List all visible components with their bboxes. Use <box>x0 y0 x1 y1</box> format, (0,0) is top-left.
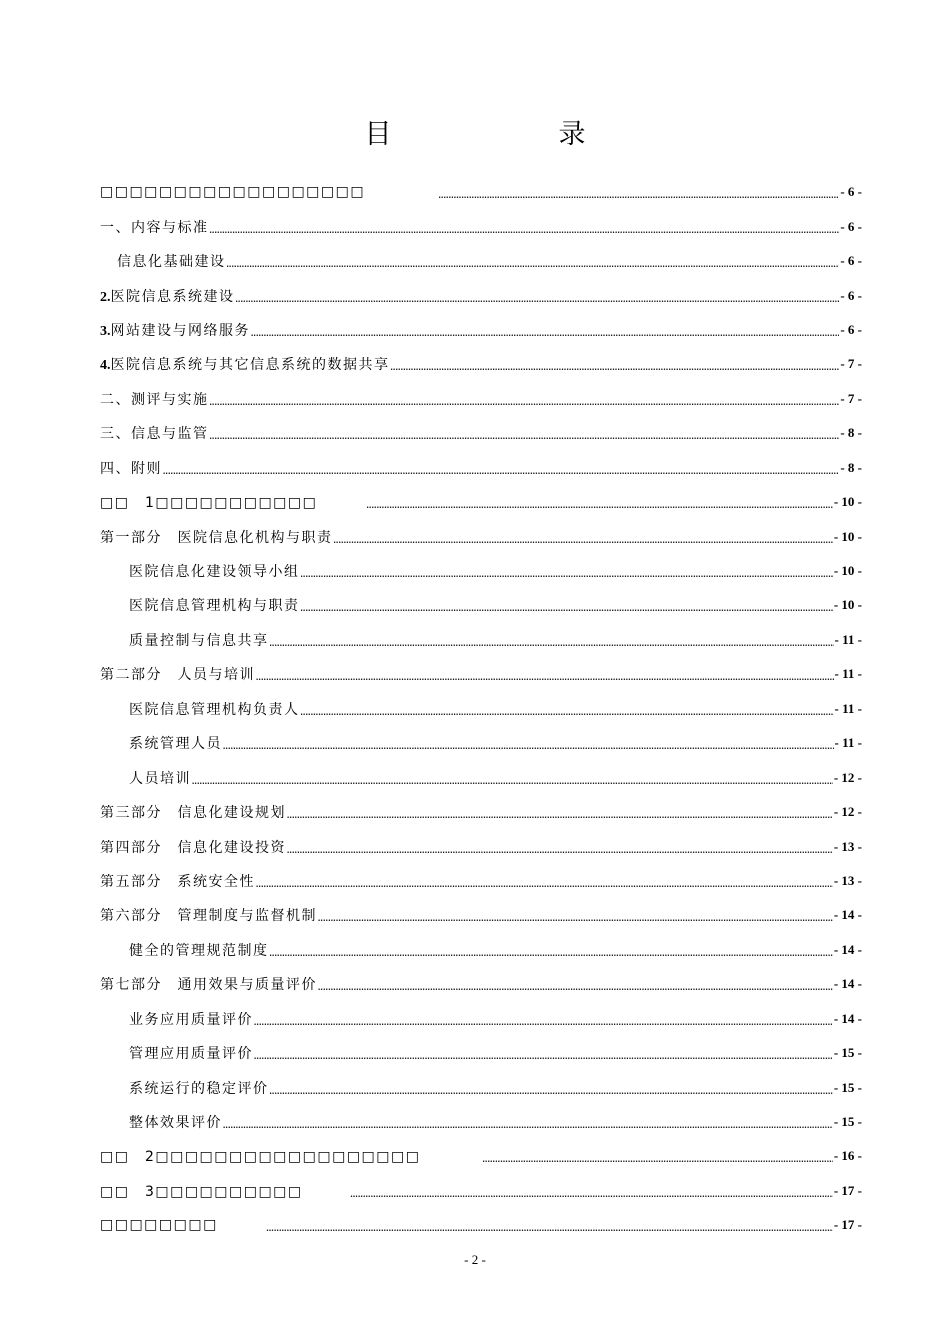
toc-entry-page: - 13 - <box>833 838 862 854</box>
toc-entry-label <box>100 664 255 684</box>
toc-entry-text: 信息化基础建设 <box>117 254 226 271</box>
toc-entry-label <box>100 286 235 306</box>
toc-entry[interactable] <box>100 692 862 726</box>
toc-entry-page: - 16 - <box>833 1148 862 1164</box>
toc-entry-page: - 7 - <box>840 390 862 406</box>
toc-leader-dots <box>270 638 834 648</box>
toc-entry-label <box>100 974 317 994</box>
toc-leader-dots <box>254 1051 833 1061</box>
toc-entry[interactable] <box>100 967 862 1001</box>
toc-entry-text: 医院信息系统与其它信息系统的数据共享 <box>110 357 390 374</box>
toc-entry[interactable] <box>100 898 862 932</box>
toc-entry-page: - 13 - <box>833 872 862 888</box>
toc-entry-text: 医院信息化建设领导小组 <box>129 564 300 581</box>
toc-leader-dots <box>318 982 833 992</box>
toc-entry-page: - 15 - <box>833 1114 862 1130</box>
toc-entry-page: - 17 - <box>833 1182 862 1198</box>
toc-entry-text: □□ 2□□□□□□□□□□□□□□□□□□ <box>100 1149 421 1166</box>
toc-entry-page: - 12 - <box>833 769 862 785</box>
toc-entry-page: - 10 - <box>833 528 862 544</box>
toc-entry-label <box>100 837 286 857</box>
toc-entry-label <box>100 802 286 822</box>
toc-leader-dots <box>210 431 840 441</box>
toc-entry-label <box>100 1009 253 1029</box>
page-title: 目 录 <box>364 119 656 150</box>
toc-entry[interactable] <box>100 278 862 312</box>
toc-entry[interactable] <box>100 1208 862 1242</box>
toc-leader-dots <box>163 466 839 476</box>
toc-entry-page: - 10 - <box>833 563 862 579</box>
toc-leader-dots <box>439 190 840 200</box>
toc-entry-text: 第三部分 信息化建设规划 <box>100 805 286 822</box>
toc-leader-dots <box>287 810 833 820</box>
toc-entry-text: 四、附则 <box>100 460 162 477</box>
toc-entry[interactable] <box>100 554 862 588</box>
toc-entry[interactable] <box>100 175 862 209</box>
toc-entry-text: 网站建设与网络服务 <box>110 322 250 339</box>
toc-leader-dots <box>350 1189 833 1199</box>
toc-entry-label <box>100 217 209 237</box>
toc-entry-text: 一、内容与标准 <box>100 219 209 236</box>
toc-entry[interactable] <box>100 1105 862 1139</box>
toc-leader-dots <box>287 845 833 855</box>
toc-leader-dots <box>270 948 833 958</box>
toc-entry-number: 2. <box>100 289 111 305</box>
toc-entry-label <box>100 320 250 340</box>
toc-entry[interactable] <box>100 1070 862 1104</box>
toc-entry-text: □□ 1□□□□□□□□□□□ <box>100 495 318 512</box>
toc-leader-dots <box>391 362 840 372</box>
toc-leader-dots <box>256 672 834 682</box>
toc-entry-label <box>100 1146 420 1166</box>
toc-entry-text: □□□□□□□□□□□□□□□□□□ <box>100 184 366 201</box>
toc-entry-page: - 10 - <box>833 494 862 510</box>
toc-entry[interactable] <box>100 244 862 278</box>
toc-entry-page: - 11 - <box>834 666 862 682</box>
toc-entry-page: - 14 - <box>833 1010 862 1026</box>
toc-entry-label <box>100 492 317 512</box>
toc-entry[interactable] <box>100 588 862 622</box>
toc-entry-page: - 6 - <box>840 184 862 200</box>
toc-leader-dots <box>301 707 834 717</box>
toc-entry-text: 第六部分 管理制度与监督机制 <box>100 908 317 925</box>
toc-leader-dots <box>318 913 833 923</box>
toc-entry-text: 第七部分 通用效果与质量评价 <box>100 977 317 994</box>
toc-entry-label <box>100 251 226 271</box>
toc-entry[interactable] <box>100 209 862 243</box>
toc-entry-label <box>100 595 300 615</box>
toc-entry[interactable] <box>100 382 862 416</box>
toc-entry-text: 系统管理人员 <box>129 736 222 753</box>
toc-entry-label <box>100 1078 269 1098</box>
toc-entry[interactable] <box>100 657 862 691</box>
toc-entry[interactable] <box>100 1002 862 1036</box>
toc-entry-label <box>100 871 255 891</box>
toc-leader-dots <box>301 603 833 613</box>
toc-entry-label <box>100 1043 253 1063</box>
toc-entry[interactable] <box>100 829 862 863</box>
toc-entry[interactable] <box>100 864 862 898</box>
toc-entry-text: 质量控制与信息共享 <box>129 632 269 649</box>
toc-entry-label <box>100 1112 222 1132</box>
toc-entry-page: - 17 - <box>833 1217 862 1233</box>
toc-entry-text: □□ 3□□□□□□□□□□ <box>100 1183 303 1200</box>
toc-entry[interactable] <box>100 347 862 381</box>
toc-entry-page: - 14 - <box>833 976 862 992</box>
toc-entry-page: - 6 - <box>840 321 862 337</box>
toc-leader-dots <box>251 328 839 338</box>
toc-entry-text: 三、信息与监管 <box>100 426 209 443</box>
toc-leader-dots <box>210 397 840 407</box>
toc-entry-text: 第四部分 信息化建设投资 <box>100 839 286 856</box>
toc-entry-page: - 8 - <box>840 425 862 441</box>
toc-entry-label <box>100 699 300 719</box>
toc-entry-text: 二、测评与实施 <box>100 391 209 408</box>
toc-entry[interactable] <box>100 1036 862 1070</box>
toc-leader-dots <box>482 1154 832 1164</box>
toc-leader-dots <box>270 1086 833 1096</box>
toc-entry-text: 人员培训 <box>129 770 191 787</box>
toc-entry-label <box>100 423 209 443</box>
toc-entry-page: - 14 - <box>833 907 862 923</box>
toc-entry-page: - 8 - <box>840 459 862 475</box>
toc-entry-label <box>100 527 333 547</box>
toc-entry[interactable] <box>100 1139 862 1173</box>
toc-leader-dots <box>236 294 840 304</box>
toc-entry-page: - 15 - <box>833 1079 862 1095</box>
toc-entry-label <box>100 1217 218 1233</box>
toc-entry-text: 管理应用质量评价 <box>129 1046 253 1063</box>
toc-entry-page: - 14 - <box>833 941 862 957</box>
toc-entry-page: - 6 - <box>840 218 862 234</box>
toc-entry-text: 整体效果评价 <box>129 1115 222 1132</box>
toc-entry[interactable] <box>100 623 862 657</box>
toc-entry-page: - 6 - <box>840 287 862 303</box>
toc-leader-dots <box>367 500 833 510</box>
toc-entry-label <box>100 561 300 581</box>
page-number: - 2 - <box>464 1252 486 1267</box>
toc-entry-text: 第二部分 人员与培训 <box>100 667 255 684</box>
toc-leader-dots <box>254 1017 833 1027</box>
table-of-contents <box>100 175 862 1243</box>
toc-entry-text: 业务应用质量评价 <box>129 1011 253 1028</box>
toc-entry-label <box>100 940 269 960</box>
toc-entry-label <box>100 630 269 650</box>
toc-entry-text: 健全的管理规范制度 <box>129 942 269 959</box>
toc-leader-dots <box>256 879 833 889</box>
toc-entry-page: - 11 - <box>834 700 862 716</box>
toc-entry-page: - 6 - <box>840 253 862 269</box>
toc-entry-label <box>100 389 209 409</box>
toc-entry-page: - 12 - <box>833 804 862 820</box>
toc-leader-dots <box>192 776 833 786</box>
toc-leader-dots <box>266 1223 833 1233</box>
toc-entry-number: 3. <box>100 323 111 339</box>
toc-entry[interactable] <box>100 451 862 485</box>
toc-entry-text: 医院信息管理机构负责人 <box>129 701 300 718</box>
toc-entry-label <box>100 905 317 925</box>
toc-entry-number: 4. <box>100 358 111 374</box>
toc-leader-dots <box>301 569 833 579</box>
toc-entry-text: 第五部分 系统安全性 <box>100 873 255 890</box>
toc-entry-text: 第一部分 医院信息化机构与职责 <box>100 529 333 546</box>
toc-entry-text: 医院信息系统建设 <box>110 288 235 305</box>
toc-entry-text: 医院信息管理机构与职责 <box>129 598 300 615</box>
toc-entry-label <box>100 733 222 753</box>
toc-entry-label <box>100 184 365 200</box>
toc-entry-page: - 11 - <box>834 735 862 751</box>
toc-leader-dots <box>223 1120 833 1130</box>
toc-entry[interactable] <box>100 933 862 967</box>
toc-entry[interactable] <box>100 416 862 450</box>
toc-entry[interactable] <box>100 760 862 794</box>
toc-entry-label <box>100 1181 303 1201</box>
toc-leader-dots <box>210 225 840 235</box>
toc-entry[interactable] <box>100 1174 862 1208</box>
toc-entry[interactable] <box>100 795 862 829</box>
toc-entry-label <box>100 768 191 788</box>
toc-entry[interactable] <box>100 313 862 347</box>
toc-entry-label <box>100 458 162 478</box>
toc-entry-text: □□□□□□□□ <box>100 1217 218 1234</box>
toc-entry-page: - 11 - <box>834 631 862 647</box>
toc-entry[interactable] <box>100 485 862 519</box>
toc-entry[interactable] <box>100 519 862 553</box>
toc-leader-dots <box>334 535 833 545</box>
toc-entry-page: - 7 - <box>840 356 862 372</box>
toc-entry-label <box>100 354 390 374</box>
toc-entry-text: 系统运行的稳定评价 <box>129 1080 269 1097</box>
toc-entry[interactable] <box>100 726 862 760</box>
toc-leader-dots <box>227 259 840 269</box>
toc-entry-page: - 10 - <box>833 597 862 613</box>
toc-leader-dots <box>223 741 834 751</box>
toc-entry-page: - 15 - <box>833 1045 862 1061</box>
